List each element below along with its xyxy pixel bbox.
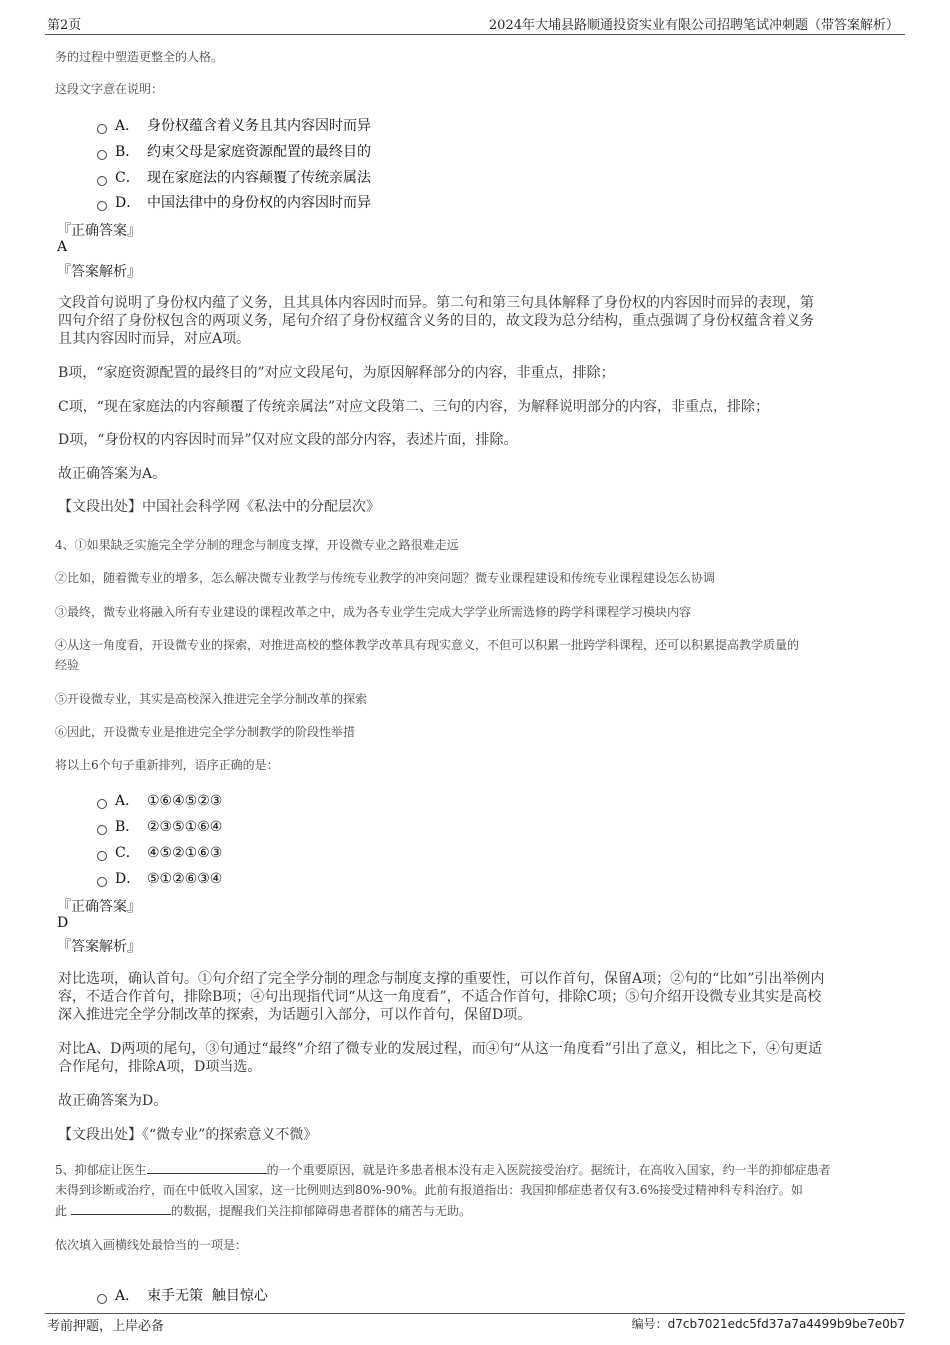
q4-analysis-line: 对比A、D两项的尾句，③句通过“最终”介绍了微专业的发展过程，而④句“从这一角度看”引出了意义，相比之下，④句更适 [58,1041,822,1057]
doc-title: 2024年大埔县路顺通投资实业有限公司招聘笔试冲刺题（带答案解析） [488,18,899,33]
q4-conclusion: 故正确答案为D。 [58,1093,168,1109]
fill-blank-1 [147,1160,267,1174]
radio-icon[interactable] [97,799,107,809]
q4-sentence-4: ④从这一角度看，开设微专业的探索，对推进高校的整体教学改革具有现实意义，不但可以积累一批跨学科课程，还可以积累提高教学质量的 [55,638,800,652]
q4-answer-label: 『正确答案』 [57,899,141,915]
q3-analysis-label: 『答案解析』 [57,264,141,280]
radio-icon[interactable] [97,851,107,861]
q4-sentence-2: ②比如，随着微专业的增多，怎么解决微专业教学与传统专业教学的冲突问题？微专业课程建设和传统专业课程建设怎么协调 [55,571,716,585]
q4-option-a[interactable]: A． ①⑥④⑤②③ [97,790,222,810]
q3-option-b[interactable]: B． 约束父母是家庭资源配置的最终目的 [97,141,371,161]
q3-option-a[interactable]: A． 身份权蕴含着义务且其内容因时而异 [97,115,371,135]
q4-source: 【文段出处】《“微专业”的探索意义不微》 [58,1127,318,1143]
q4-sentence-5: ⑤开设微专业，其实是高校深入推进完全学分制改革的探索 [55,692,368,706]
q3-stem-tail: 务的过程中塑造更整全的人格。 [55,50,224,64]
q4-sentence-4-cont: 经验 [55,658,80,672]
q4-option-c[interactable]: C． ④⑤②①⑥③ [97,842,222,862]
radio-icon[interactable] [97,150,107,160]
radio-icon[interactable] [97,201,107,211]
q3-analysis-line: 四句介绍了身份权包含的两项义务，尾句介绍了身份权蕴含义务的目的，故文段为总分结构，重点强调了身份权蕴含着义务 [58,313,814,329]
radio-icon[interactable] [97,124,107,134]
q3-prompt: 这段文字意在说明： [55,82,164,96]
q4-answer: D [57,915,69,931]
fill-blank-2 [71,1201,171,1215]
q4-analysis-line: 对比选项，确认首句。①句介绍了完全学分制的理念与制度支撑的重要性，可以作首句，保留A项；②句的“比如”引出举例内 [58,971,825,987]
doc-code: 编号：d7cb7021edc5fd37a7a4499b9be7e0b7 [631,1317,905,1331]
q3-analysis-line: B项，“家庭资源配置的最终目的”对应文段尾句，为原因解释部分的内容，非重点，排除； [58,365,615,381]
page-footer [45,1313,905,1335]
q4-option-d[interactable]: D． ⑤①②⑥③④ [97,868,222,888]
q5-prompt: 依次填入画横线处最恰当的一项是： [55,1238,248,1252]
q3-answer: A [57,239,68,255]
q3-analysis-line: 且其内容因时而异，对应A项。 [58,331,251,347]
radio-icon[interactable] [97,176,107,186]
q3-conclusion: 故正确答案为A。 [58,466,167,482]
q4-analysis-line: 深入推进完全学分制改革的探索，为话题引入部分，可以作首句，保留D项。 [58,1007,532,1023]
radio-icon[interactable] [97,877,107,887]
radio-icon[interactable] [97,825,107,835]
q3-option-c[interactable]: C． 现在家庭法的内容颠覆了传统亲属法 [97,167,371,187]
q4-analysis-label: 『答案解析』 [57,939,141,955]
q3-analysis-line: D项，“身份权的内容因时而异”仅对应文段的部分内容，表述片面，排除。 [58,432,518,448]
q4-sentence-1: 4、①如果缺乏实施完全学分制的理念与制度支撑，开设微专业之路很难走远 [55,538,459,552]
q5-stem-line-1: 5、抑郁症让医生 的一个重要原因，就是许多患者根本没有走入医院接受治疗。据统计，在高收入国家，约一半的抑郁症患者 [55,1160,831,1178]
q4-prompt: 将以上6个句子重新排列，语序正确的是： [55,758,279,772]
q3-source: 【文段出处】中国社会科学网《私法中的分配层次》 [58,499,380,515]
page-number: 第2页 [47,18,82,33]
q3-answer-label: 『正确答案』 [57,223,141,239]
footer-slogan: 考前押题，上岸必备 [47,1319,165,1334]
q5-option-a[interactable]: A． 束手无策 触目惊心 [97,1285,268,1305]
q3-option-d[interactable]: D． 中国法律中的身份权的内容因时而异 [97,192,371,212]
radio-icon[interactable] [97,1294,107,1304]
page-header [45,14,905,35]
q4-analysis-line: 合作尾句，排除A项，D项当选。 [58,1059,262,1075]
q4-sentence-3: ③最终，微专业将融入所有专业建设的课程改革之中，成为各专业学生完成大学学业所需选修的跨学科课程学习模块内容 [55,605,692,619]
q4-analysis-line: 容，不适合作首句，排除B项；④句出现指代词“从这一角度看”，不适合作首句，排除C项；⑤句介绍开设微专业其实是高校 [58,989,822,1005]
q5-stem-line-2: 未得到诊断或治疗，而在中低收入国家，这一比例则达到80%-90%。此前有报道指出：我国抑郁症患者仅有3.6%接受过精神科专科治疗。如 [55,1183,803,1197]
q4-sentence-6: ⑥因此，开设微专业是推进完全学分制教学的阶段性举措 [55,725,356,739]
q4-option-b[interactable]: B． ②③⑤①⑥④ [97,816,222,836]
q3-analysis-line: 文段首句说明了身份权内蕴了义务，且其具体内容因时而异。第二句和第三句具体解释了身份权的内容因时而异的表现，第 [58,295,814,311]
q5-stem-line-3: 此 的数据，提醒我们关注抑郁障碍患者群体的痛苦与无助。 [55,1201,471,1219]
q3-analysis-line: C项，“现在家庭法的内容颠覆了传统亲属法”对应文段第二、三句的内容，为解释说明部分的内容，非重点，排除； [58,399,770,415]
